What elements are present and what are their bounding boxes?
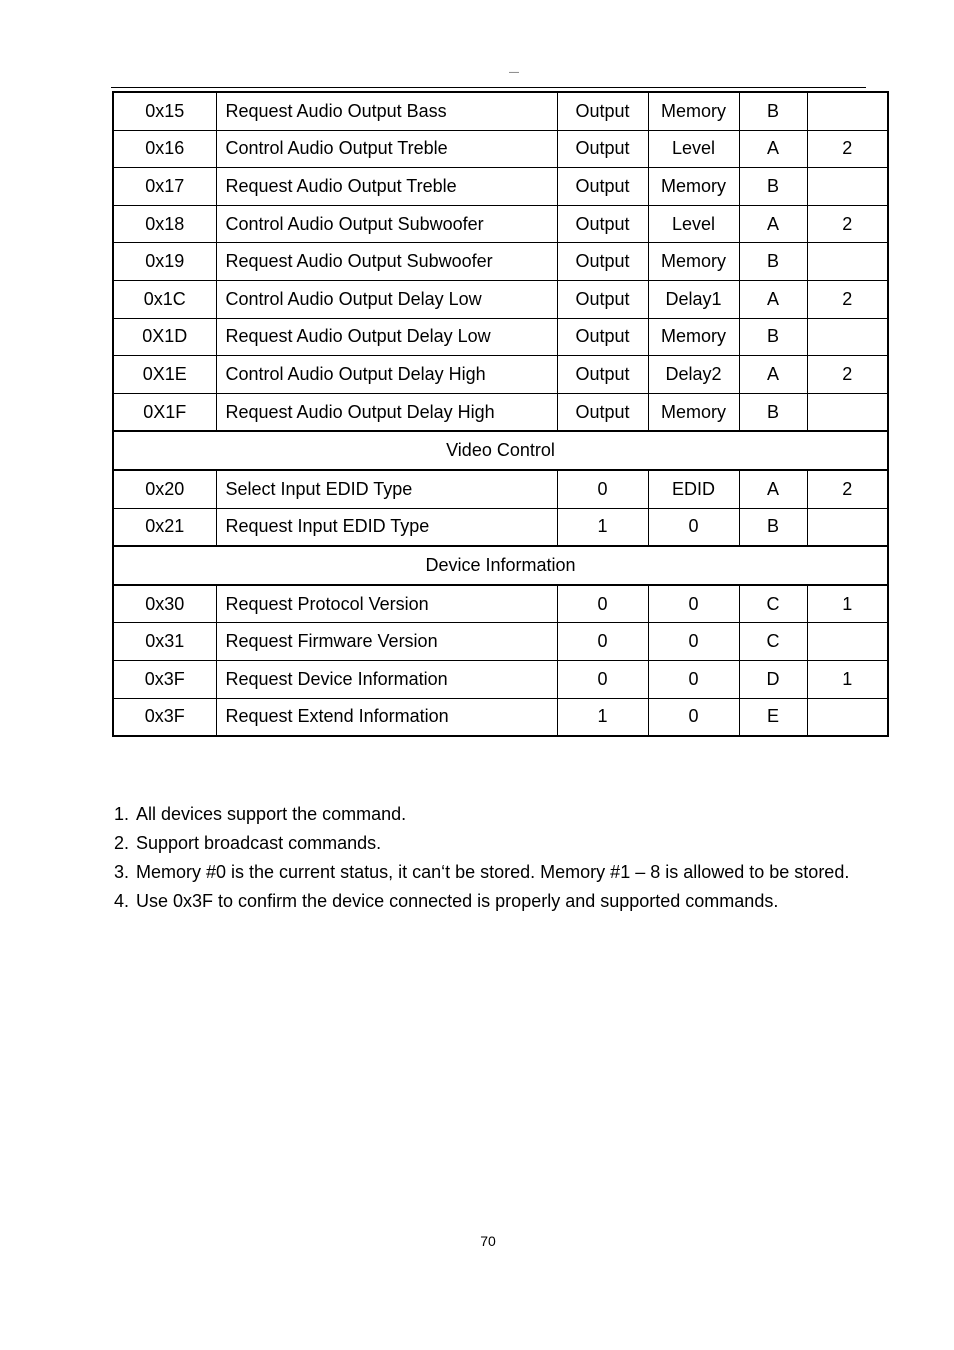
note-ref-cell: [807, 508, 888, 546]
response-type-cell: B: [739, 393, 807, 431]
response-type-cell: D: [739, 660, 807, 698]
command-type-cell: 1: [557, 508, 648, 546]
command-type-cell: Output: [557, 318, 648, 356]
note-ref-cell: [807, 393, 888, 431]
response-type-cell: B: [739, 508, 807, 546]
command-type-cell: Output: [557, 243, 648, 281]
command-type-cell: Output: [557, 393, 648, 431]
response-type-cell: B: [739, 318, 807, 356]
command-code-cell: 0x20: [113, 470, 216, 508]
command-param-cell: Delay1: [648, 280, 739, 318]
command-type-cell: Output: [557, 280, 648, 318]
command-code-cell: 0x31: [113, 623, 216, 661]
command-code-cell: 0x3F: [113, 698, 216, 736]
response-type-cell: B: [739, 243, 807, 281]
command-type-cell: Output: [557, 130, 648, 168]
table-row: [113, 585, 888, 623]
command-param-cell: 0: [648, 698, 739, 736]
command-description-cell: Request Audio Output Delay High: [216, 393, 557, 431]
section-heading: Device Information: [113, 546, 888, 585]
command-code-cell: 0X1E: [113, 356, 216, 394]
command-param-cell: EDID: [648, 470, 739, 508]
note-ref-cell: [807, 168, 888, 206]
note-ref-cell: 2: [807, 205, 888, 243]
response-type-cell: A: [739, 470, 807, 508]
note-ref-cell: 2: [807, 280, 888, 318]
response-type-cell: E: [739, 698, 807, 736]
header-mark: —: [509, 67, 519, 78]
table-row: [113, 92, 888, 130]
note-ref-cell: [807, 698, 888, 736]
note-text: Memory #0 is the current status, it can‘t be stored. Memory #1 – 8 is allowed to be stored.: [136, 862, 850, 882]
note-text: All devices support the command.: [136, 804, 407, 824]
note-number: 2.: [114, 833, 130, 853]
command-type-cell: 0: [557, 623, 648, 661]
command-type-cell: 0: [557, 660, 648, 698]
table-row: [113, 356, 888, 394]
command-description-cell: Request Protocol Version: [216, 585, 557, 623]
table-row: [113, 660, 888, 698]
table-row: [113, 393, 888, 431]
command-description-cell: Request Device Information: [216, 660, 557, 698]
command-code-cell: 0x21: [113, 508, 216, 546]
note-ref-cell: [807, 318, 888, 356]
command-code-cell: 0x3F: [113, 660, 216, 698]
command-description-cell: Request Audio Output Bass: [216, 92, 557, 130]
table-row: [113, 508, 888, 546]
command-type-cell: 0: [557, 470, 648, 508]
command-description-cell: Request Audio Output Subwoofer: [216, 243, 557, 281]
note-ref-cell: [807, 623, 888, 661]
command-code-cell: 0x30: [113, 585, 216, 623]
note-item: [114, 800, 874, 829]
command-type-cell: Output: [557, 168, 648, 206]
response-type-cell: A: [739, 280, 807, 318]
command-code-cell: 0x1C: [113, 280, 216, 318]
command-description-cell: Control Audio Output Treble: [216, 130, 557, 168]
note-ref-cell: 2: [807, 130, 888, 168]
command-code-cell: 0x15: [113, 92, 216, 130]
note-ref-cell: 2: [807, 356, 888, 394]
response-type-cell: A: [739, 356, 807, 394]
command-description-cell: Request Extend Information: [216, 698, 557, 736]
note-item: [114, 887, 874, 916]
command-code-cell: 0X1F: [113, 393, 216, 431]
command-param-cell: Memory: [648, 168, 739, 206]
table-row: [113, 470, 888, 508]
response-type-cell: A: [739, 205, 807, 243]
header-rule: [111, 87, 866, 88]
command-description-cell: Control Audio Output Delay Low: [216, 280, 557, 318]
note-number: 1.: [114, 804, 130, 824]
table-row: [113, 623, 888, 661]
table-row: [113, 168, 888, 206]
command-type-cell: Output: [557, 205, 648, 243]
notes-list: [114, 800, 874, 916]
command-code-cell: 0X1D: [113, 318, 216, 356]
command-description-cell: Control Audio Output Subwoofer: [216, 205, 557, 243]
response-type-cell: B: [739, 92, 807, 130]
note-ref-cell: 2: [807, 470, 888, 508]
table-row: [113, 205, 888, 243]
command-type-cell: Output: [557, 92, 648, 130]
command-param-cell: Memory: [648, 318, 739, 356]
note-ref-cell: 1: [807, 660, 888, 698]
command-table: [112, 91, 889, 737]
command-type-cell: Output: [557, 356, 648, 394]
command-description-cell: Request Audio Output Treble: [216, 168, 557, 206]
command-param-cell: Memory: [648, 243, 739, 281]
table-row: [113, 318, 888, 356]
note-number: 4.: [114, 891, 130, 911]
table-row: [113, 243, 888, 281]
table-row: [113, 698, 888, 736]
command-type-cell: 1: [557, 698, 648, 736]
section-row: [113, 546, 888, 585]
response-type-cell: A: [739, 130, 807, 168]
table-row: [113, 280, 888, 318]
response-type-cell: C: [739, 585, 807, 623]
command-param-cell: Memory: [648, 393, 739, 431]
command-description-cell: Request Input EDID Type: [216, 508, 557, 546]
command-param-cell: 0: [648, 623, 739, 661]
command-param-cell: Level: [648, 205, 739, 243]
response-type-cell: C: [739, 623, 807, 661]
command-param-cell: Memory: [648, 92, 739, 130]
note-item: [114, 858, 874, 887]
table-row: [113, 130, 888, 168]
response-type-cell: B: [739, 168, 807, 206]
note-number: 3.: [114, 862, 130, 882]
command-param-cell: 0: [648, 585, 739, 623]
note-text: Use 0x3F to confirm the device connected is properly and supported commands.: [136, 891, 779, 911]
command-code-cell: 0x19: [113, 243, 216, 281]
page-number: 70: [480, 1233, 496, 1249]
note-text: Support broadcast commands.: [136, 833, 382, 853]
command-table-body: [113, 92, 888, 736]
note-item: [114, 829, 874, 858]
note-ref-cell: [807, 92, 888, 130]
command-param-cell: Delay2: [648, 356, 739, 394]
command-code-cell: 0x17: [113, 168, 216, 206]
command-description-cell: Select Input EDID Type: [216, 470, 557, 508]
section-heading: Video Control: [113, 431, 888, 470]
command-description-cell: Request Firmware Version: [216, 623, 557, 661]
command-type-cell: 0: [557, 585, 648, 623]
command-param-cell: 0: [648, 508, 739, 546]
command-description-cell: Control Audio Output Delay High: [216, 356, 557, 394]
command-param-cell: Level: [648, 130, 739, 168]
note-ref-cell: [807, 243, 888, 281]
section-row: [113, 431, 888, 470]
command-code-cell: 0x16: [113, 130, 216, 168]
command-code-cell: 0x18: [113, 205, 216, 243]
command-param-cell: 0: [648, 660, 739, 698]
note-ref-cell: 1: [807, 585, 888, 623]
command-description-cell: Request Audio Output Delay Low: [216, 318, 557, 356]
